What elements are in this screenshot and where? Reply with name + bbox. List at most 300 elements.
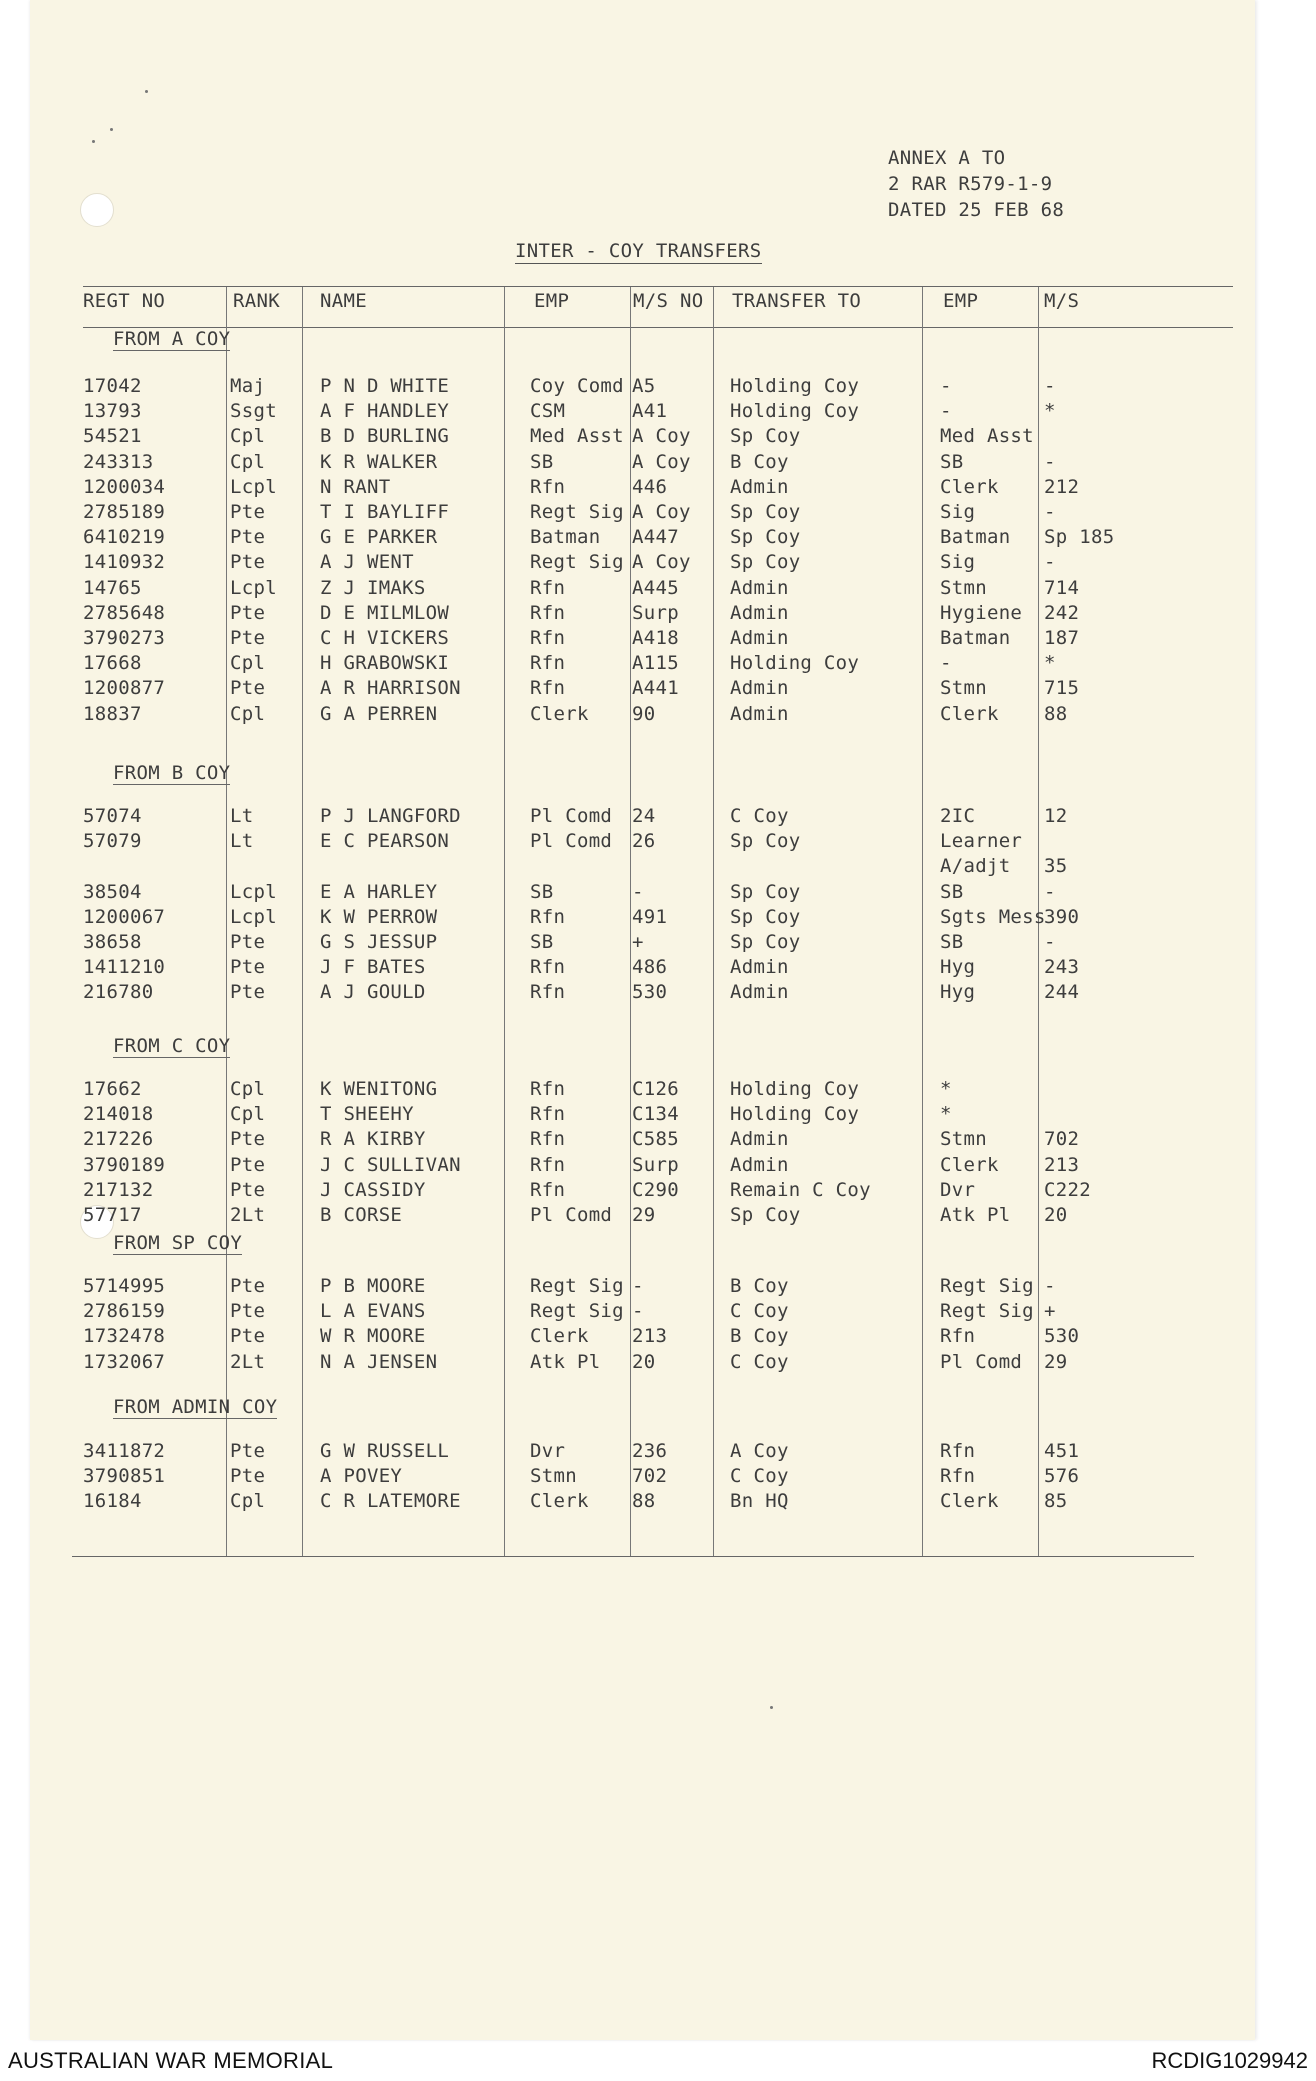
cell-transfer-to: Sp Coy <box>730 1204 801 1226</box>
cell-ms-no: 88 <box>632 1490 656 1513</box>
cell-transfer-to: C Coy <box>730 1465 789 1488</box>
cell-new-emp: Stmn <box>940 677 987 700</box>
section-label-text: FROM ADMIN COY <box>113 1396 278 1418</box>
cell-regt-no: 14765 <box>83 576 142 599</box>
cell-name: L A EVANS <box>320 1300 426 1323</box>
section-label-text: FROM SP COY <box>113 1232 243 1254</box>
cell-new-ms: 576 <box>1044 1465 1080 1488</box>
cell-new-ms: Sp 185 <box>1044 526 1115 549</box>
table-row <box>30 1490 1255 1515</box>
cell-new-ms: C222 <box>1044 1178 1091 1201</box>
cell-new-emp: Hyg <box>940 981 976 1004</box>
cell-regt-no: 2786159 <box>83 1300 166 1323</box>
cell-transfer-to: C Coy <box>730 805 789 827</box>
cell-emp: Regt Sig <box>530 1300 624 1323</box>
cell-new-emp: - <box>940 400 952 423</box>
cell-ms-no: + <box>632 931 644 953</box>
table-row <box>30 1325 1255 1350</box>
cell-rank: Cpl <box>230 702 266 725</box>
cell-rank: Pte <box>230 956 266 979</box>
cell-name: H GRABOWSKI <box>320 652 450 675</box>
cell-emp: SB <box>530 450 554 473</box>
cell-new-ms: 88 <box>1044 702 1068 725</box>
section-label-text: FROM C COY <box>113 1035 231 1057</box>
table-row <box>30 855 1255 880</box>
header-ms-no: M/S NO <box>633 290 704 312</box>
cell-new-emp: Sig <box>940 551 976 574</box>
cell-ms-no: A441 <box>632 677 679 700</box>
table-row <box>30 906 1255 931</box>
cell-rank: 2Lt <box>230 1350 266 1373</box>
section-label <box>113 1232 242 1254</box>
cell-transfer-to: Remain C Coy <box>730 1178 871 1201</box>
cell-new-ms: - <box>1044 1275 1056 1297</box>
cell-regt-no: 243313 <box>83 450 154 473</box>
cell-rank: Cpl <box>230 450 266 473</box>
cell-new-ms: 20 <box>1044 1204 1068 1226</box>
cell-emp: Clerk <box>530 1490 589 1513</box>
cell-rank: Lcpl <box>230 905 277 928</box>
cell-new-ms: 390 <box>1044 905 1080 928</box>
cell-name: K R WALKER <box>320 450 438 473</box>
header-new-emp: EMP <box>943 290 979 312</box>
cell-ms-no: A Coy <box>632 501 691 523</box>
section-label <box>113 762 230 784</box>
cell-transfer-to: Sp Coy <box>730 526 801 549</box>
cell-name: G S JESSUP <box>320 931 438 953</box>
cell-new-emp: Batman <box>940 627 1011 649</box>
cell-rank: Lt <box>230 805 254 827</box>
cell-regt-no: 1410932 <box>83 551 166 574</box>
cell-regt-no: 1732478 <box>83 1325 166 1348</box>
cell-rank: Pte <box>230 501 266 523</box>
cell-emp: Rfn <box>530 1153 566 1176</box>
cell-emp: Rfn <box>530 1128 566 1151</box>
cell-ms-no: 236 <box>632 1440 668 1462</box>
cell-ms-no: C134 <box>632 1103 679 1126</box>
cell-name: E A HARLEY <box>320 880 438 903</box>
cell-new-emp: Rfn <box>940 1465 976 1488</box>
cell-new-emp: Atk Pl <box>940 1204 1011 1226</box>
cell-rank: Maj <box>230 375 266 397</box>
table-row <box>30 956 1255 981</box>
cell-regt-no: 217226 <box>83 1128 154 1151</box>
table-row <box>30 1351 1255 1376</box>
cell-regt-no: 3790189 <box>83 1153 166 1176</box>
table-bottom-rule <box>72 1556 1194 1557</box>
cell-ms-no: 20 <box>632 1350 656 1373</box>
cell-transfer-to: Admin <box>730 702 789 725</box>
section-label <box>113 1035 230 1057</box>
cell-emp: Pl Comd <box>530 830 613 853</box>
cell-emp: Rfn <box>530 677 566 700</box>
cell-emp: CSM <box>530 400 566 423</box>
cell-name: B D BURLING <box>320 425 450 448</box>
cell-ms-no: 26 <box>632 830 656 853</box>
cell-name: J F BATES <box>320 956 426 979</box>
table-row <box>30 931 1255 956</box>
cell-transfer-to: Admin <box>730 677 789 700</box>
cell-transfer-to: Sp Coy <box>730 501 801 523</box>
cell-rank: 2Lt <box>230 1204 266 1226</box>
cell-new-emp: Clerk <box>940 475 999 498</box>
paper-speck <box>145 90 148 93</box>
cell-rank: Pte <box>230 1325 266 1348</box>
cell-ms-no: 530 <box>632 981 668 1004</box>
cell-transfer-to: Sp Coy <box>730 880 801 903</box>
cell-new-ms: 451 <box>1044 1440 1080 1462</box>
cell-rank: Cpl <box>230 1490 266 1513</box>
cell-new-emp: Regt Sig <box>940 1300 1034 1323</box>
cell-emp: Regt Sig <box>530 551 624 574</box>
table-row <box>30 1179 1255 1204</box>
table-row <box>30 1275 1255 1300</box>
cell-new-emp: Learner <box>940 830 1023 853</box>
cell-emp: Rfn <box>530 981 566 1004</box>
cell-ms-no: 446 <box>632 475 668 498</box>
cell-transfer-to: Admin <box>730 601 789 624</box>
cell-regt-no: 38658 <box>83 931 142 953</box>
cell-transfer-to: Sp Coy <box>730 830 801 853</box>
cell-new-ms: * <box>1044 652 1056 675</box>
cell-new-emp: Med Asst <box>940 425 1034 448</box>
cell-rank: Pte <box>230 677 266 700</box>
cell-new-ms: + <box>1044 1300 1056 1323</box>
cell-transfer-to: A Coy <box>730 1440 789 1462</box>
cell-new-ms: - <box>1044 931 1056 953</box>
cell-emp: Rfn <box>530 652 566 675</box>
table-row <box>30 375 1255 400</box>
cell-emp: Clerk <box>530 1325 589 1348</box>
header-new-ms: M/S <box>1044 290 1080 312</box>
cell-regt-no: 216780 <box>83 981 154 1004</box>
table-top-rule <box>83 286 1233 287</box>
table-row <box>30 425 1255 450</box>
cell-name: T I BAYLIFF <box>320 501 450 523</box>
cell-rank: Pte <box>230 931 266 953</box>
table-row <box>30 881 1255 906</box>
footer-catalogue-id: RCDIG1029942 <box>1151 2048 1308 2073</box>
cell-ms-no: A Coy <box>632 425 691 448</box>
cell-rank: Pte <box>230 1440 266 1462</box>
cell-transfer-to: Admin <box>730 627 789 649</box>
cell-ms-no: 702 <box>632 1465 668 1488</box>
cell-name: G E PARKER <box>320 526 438 549</box>
cell-name: G W RUSSELL <box>320 1440 450 1462</box>
cell-new-ms: 212 <box>1044 475 1080 498</box>
cell-new-emp: - <box>940 652 952 675</box>
cell-new-ms: 244 <box>1044 981 1080 1004</box>
cell-new-ms: 85 <box>1044 1490 1068 1513</box>
cell-transfer-to: B Coy <box>730 1325 789 1348</box>
paper-speck <box>770 1706 773 1709</box>
cell-emp: Regt Sig <box>530 1275 624 1297</box>
cell-new-emp: SB <box>940 931 964 953</box>
table-row <box>30 476 1255 501</box>
cell-regt-no: 3790273 <box>83 627 166 649</box>
annex-reference <box>888 145 1064 223</box>
cell-name: P B MOORE <box>320 1275 426 1297</box>
cell-emp: Pl Comd <box>530 1204 613 1226</box>
table-row <box>30 1078 1255 1103</box>
cell-new-ms: 29 <box>1044 1350 1068 1373</box>
cell-regt-no: 5714995 <box>83 1275 166 1297</box>
cell-regt-no: 57717 <box>83 1204 142 1226</box>
cell-name: P N D WHITE <box>320 375 450 397</box>
section-label <box>113 328 230 350</box>
cell-regt-no: 18837 <box>83 702 142 725</box>
cell-ms-no: 29 <box>632 1204 656 1226</box>
cell-emp: Rfn <box>530 1103 566 1126</box>
table-row <box>30 1128 1255 1153</box>
cell-emp: Rfn <box>530 601 566 624</box>
table-row <box>30 981 1255 1006</box>
header-transfer-to: TRANSFER TO <box>732 290 862 312</box>
cell-name: B CORSE <box>320 1204 403 1226</box>
cell-new-ms: 242 <box>1044 601 1080 624</box>
cell-new-emp: Hygiene <box>940 601 1023 624</box>
cell-ms-no: A Coy <box>632 551 691 574</box>
cell-transfer-to: Admin <box>730 475 789 498</box>
table-row <box>30 830 1255 855</box>
cell-new-emp: Clerk <box>940 702 999 725</box>
cell-emp: Stmn <box>530 1465 577 1488</box>
header-name: NAME <box>320 290 367 312</box>
cell-rank: Cpl <box>230 1078 266 1100</box>
cell-new-ms: - <box>1044 551 1056 574</box>
cell-name: A R HARRISON <box>320 677 461 700</box>
cell-name: W R MOORE <box>320 1325 426 1348</box>
cell-rank: Lcpl <box>230 880 277 903</box>
cell-new-emp: Rfn <box>940 1325 976 1348</box>
section-label-text: FROM B COY <box>113 762 231 784</box>
cell-emp: SB <box>530 880 554 903</box>
cell-regt-no: 1200067 <box>83 905 166 928</box>
header-rank: RANK <box>233 290 280 312</box>
cell-new-emp: Dvr <box>940 1178 976 1201</box>
cell-emp: Rfn <box>530 576 566 599</box>
cell-ms-no: - <box>632 880 644 903</box>
table-row <box>30 1300 1255 1325</box>
cell-transfer-to: Holding Coy <box>730 400 860 423</box>
table-row <box>30 602 1255 627</box>
cell-transfer-to: Holding Coy <box>730 1078 860 1100</box>
cell-emp: SB <box>530 931 554 953</box>
cell-transfer-to: Sp Coy <box>730 931 801 953</box>
cell-regt-no: 1200877 <box>83 677 166 700</box>
cell-rank: Cpl <box>230 1103 266 1126</box>
header-bottom-rule <box>83 327 1233 328</box>
cell-regt-no: 38504 <box>83 880 142 903</box>
table-row <box>30 1465 1255 1490</box>
cell-transfer-to: C Coy <box>730 1300 789 1323</box>
cell-transfer-to: Sp Coy <box>730 551 801 574</box>
cell-new-emp: 2IC <box>940 805 976 827</box>
cell-transfer-to: B Coy <box>730 450 789 473</box>
cell-transfer-to: Admin <box>730 1153 789 1176</box>
cell-transfer-to: Holding Coy <box>730 652 860 675</box>
table-row <box>30 703 1255 728</box>
cell-regt-no: 54521 <box>83 425 142 448</box>
cell-emp: Dvr <box>530 1440 566 1462</box>
cell-name: J CASSIDY <box>320 1178 426 1201</box>
cell-emp: Rfn <box>530 1078 566 1100</box>
cell-ms-no: C585 <box>632 1128 679 1151</box>
cell-rank: Cpl <box>230 652 266 675</box>
table-row <box>30 577 1255 602</box>
table-row <box>30 400 1255 425</box>
cell-emp: Regt Sig <box>530 501 624 523</box>
paper-speck <box>110 128 113 131</box>
cell-name: A J GOULD <box>320 981 426 1004</box>
cell-rank: Pte <box>230 1153 266 1176</box>
cell-regt-no: 2785189 <box>83 501 166 523</box>
cell-new-emp: Stmn <box>940 1128 987 1151</box>
cell-name: R A KIRBY <box>320 1128 426 1151</box>
cell-new-emp: Clerk <box>940 1490 999 1513</box>
cell-rank: Pte <box>230 627 266 649</box>
document-title: INTER - COY TRANSFERS <box>515 240 762 262</box>
cell-transfer-to: Sp Coy <box>730 905 801 928</box>
cell-emp: Pl Comd <box>530 805 613 827</box>
cell-new-emp: Rfn <box>940 1440 976 1462</box>
cell-regt-no: 6410219 <box>83 526 166 549</box>
cell-new-emp: * <box>940 1078 952 1100</box>
cell-new-emp: - <box>940 375 952 397</box>
cell-regt-no: 3411872 <box>83 1440 166 1462</box>
cell-regt-no: 13793 <box>83 400 142 423</box>
section-label-text: FROM A COY <box>113 328 231 350</box>
cell-new-ms: 530 <box>1044 1325 1080 1348</box>
cell-regt-no: 3790851 <box>83 1465 166 1488</box>
cell-transfer-to: Holding Coy <box>730 1103 860 1126</box>
header-emp: EMP <box>534 290 570 312</box>
cell-new-emp: A/adjt <box>940 855 1011 878</box>
cell-name: A F HANDLEY <box>320 400 450 423</box>
cell-ms-no: Surp <box>632 1153 679 1176</box>
cell-regt-no: 1411210 <box>83 956 166 979</box>
punch-hole <box>80 193 114 227</box>
cell-new-emp: SB <box>940 880 964 903</box>
cell-new-ms: - <box>1044 450 1056 473</box>
table-row <box>30 627 1255 652</box>
cell-regt-no: 2785648 <box>83 601 166 624</box>
annex-line-1: ANNEX A TO <box>888 147 1006 169</box>
cell-new-ms: 12 <box>1044 805 1068 827</box>
cell-ms-no: A447 <box>632 526 679 549</box>
cell-regt-no: 57074 <box>83 805 142 827</box>
cell-ms-no: A5 <box>632 375 656 397</box>
cell-ms-no: A418 <box>632 627 679 649</box>
cell-regt-no: 17042 <box>83 375 142 397</box>
cell-rank: Pte <box>230 551 266 574</box>
table-row <box>30 1204 1255 1229</box>
table-row <box>30 677 1255 702</box>
cell-emp: Rfn <box>530 627 566 649</box>
cell-rank: Ssgt <box>230 400 277 423</box>
cell-name: N A JENSEN <box>320 1350 438 1373</box>
cell-regt-no: 1732067 <box>83 1350 166 1373</box>
cell-new-ms: 702 <box>1044 1128 1080 1151</box>
cell-emp: Clerk <box>530 702 589 725</box>
table-row <box>30 1103 1255 1128</box>
cell-ms-no: A115 <box>632 652 679 675</box>
cell-new-emp: Pl Comd <box>940 1350 1023 1373</box>
cell-new-ms: 715 <box>1044 677 1080 700</box>
cell-ms-no: - <box>632 1275 644 1297</box>
annex-line-3: DATED 25 FEB 68 <box>888 199 1065 221</box>
cell-rank: Pte <box>230 1128 266 1151</box>
cell-transfer-to: Bn HQ <box>730 1490 789 1513</box>
cell-name: A POVEY <box>320 1465 403 1488</box>
cell-ms-no: 486 <box>632 956 668 979</box>
cell-ms-no: A Coy <box>632 450 691 473</box>
cell-rank: Pte <box>230 1465 266 1488</box>
cell-new-emp: Regt Sig <box>940 1275 1034 1297</box>
cell-transfer-to: C Coy <box>730 1350 789 1373</box>
cell-emp: Rfn <box>530 905 566 928</box>
cell-emp: Coy Comd <box>530 375 624 397</box>
cell-new-ms: - <box>1044 501 1056 523</box>
cell-regt-no: 17662 <box>83 1078 142 1100</box>
cell-ms-no: C290 <box>632 1178 679 1201</box>
annex-line-2: 2 RAR R579-1-9 <box>888 173 1053 195</box>
cell-new-ms: 213 <box>1044 1153 1080 1176</box>
cell-transfer-to: Holding Coy <box>730 375 860 397</box>
cell-rank: Lcpl <box>230 475 277 498</box>
cell-regt-no: 217132 <box>83 1178 154 1201</box>
table-row <box>30 501 1255 526</box>
cell-name: C H VICKERS <box>320 627 450 649</box>
cell-emp: Rfn <box>530 1178 566 1201</box>
cell-rank: Pte <box>230 601 266 624</box>
cell-ms-no: C126 <box>632 1078 679 1100</box>
cell-name: E C PEARSON <box>320 830 450 853</box>
table-row <box>30 551 1255 576</box>
cell-ms-no: A445 <box>632 576 679 599</box>
cell-emp: Atk Pl <box>530 1350 601 1373</box>
cell-new-emp: * <box>940 1103 952 1126</box>
cell-rank: Lt <box>230 830 254 853</box>
paper-speck <box>92 140 95 143</box>
cell-name: Z J IMAKS <box>320 576 426 599</box>
cell-transfer-to: Admin <box>730 1128 789 1151</box>
footer-institution: AUSTRALIAN WAR MEMORIAL <box>8 2048 334 2073</box>
cell-transfer-to: Sp Coy <box>730 425 801 448</box>
cell-transfer-to: B Coy <box>730 1275 789 1297</box>
section-label <box>113 1396 277 1418</box>
cell-ms-no: Surp <box>632 601 679 624</box>
header-regt-no: REGT NO <box>83 290 166 312</box>
cell-new-ms: 187 <box>1044 627 1080 649</box>
cell-name: N RANT <box>320 475 391 498</box>
cell-ms-no: 24 <box>632 805 656 827</box>
cell-emp: Rfn <box>530 956 566 979</box>
cell-name: K WENITONG <box>320 1078 438 1100</box>
cell-new-ms: 243 <box>1044 956 1080 979</box>
cell-new-ms: - <box>1044 880 1056 903</box>
cell-regt-no: 214018 <box>83 1103 154 1126</box>
cell-name: D E MILMLOW <box>320 601 450 624</box>
cell-rank: Pte <box>230 981 266 1004</box>
cell-rank: Pte <box>230 1300 266 1323</box>
cell-ms-no: - <box>632 1300 644 1323</box>
cell-rank: Pte <box>230 1275 266 1297</box>
cell-ms-no: 491 <box>632 905 668 928</box>
cell-new-emp: Batman <box>940 526 1011 549</box>
cell-transfer-to: Admin <box>730 576 789 599</box>
table-row <box>30 652 1255 677</box>
